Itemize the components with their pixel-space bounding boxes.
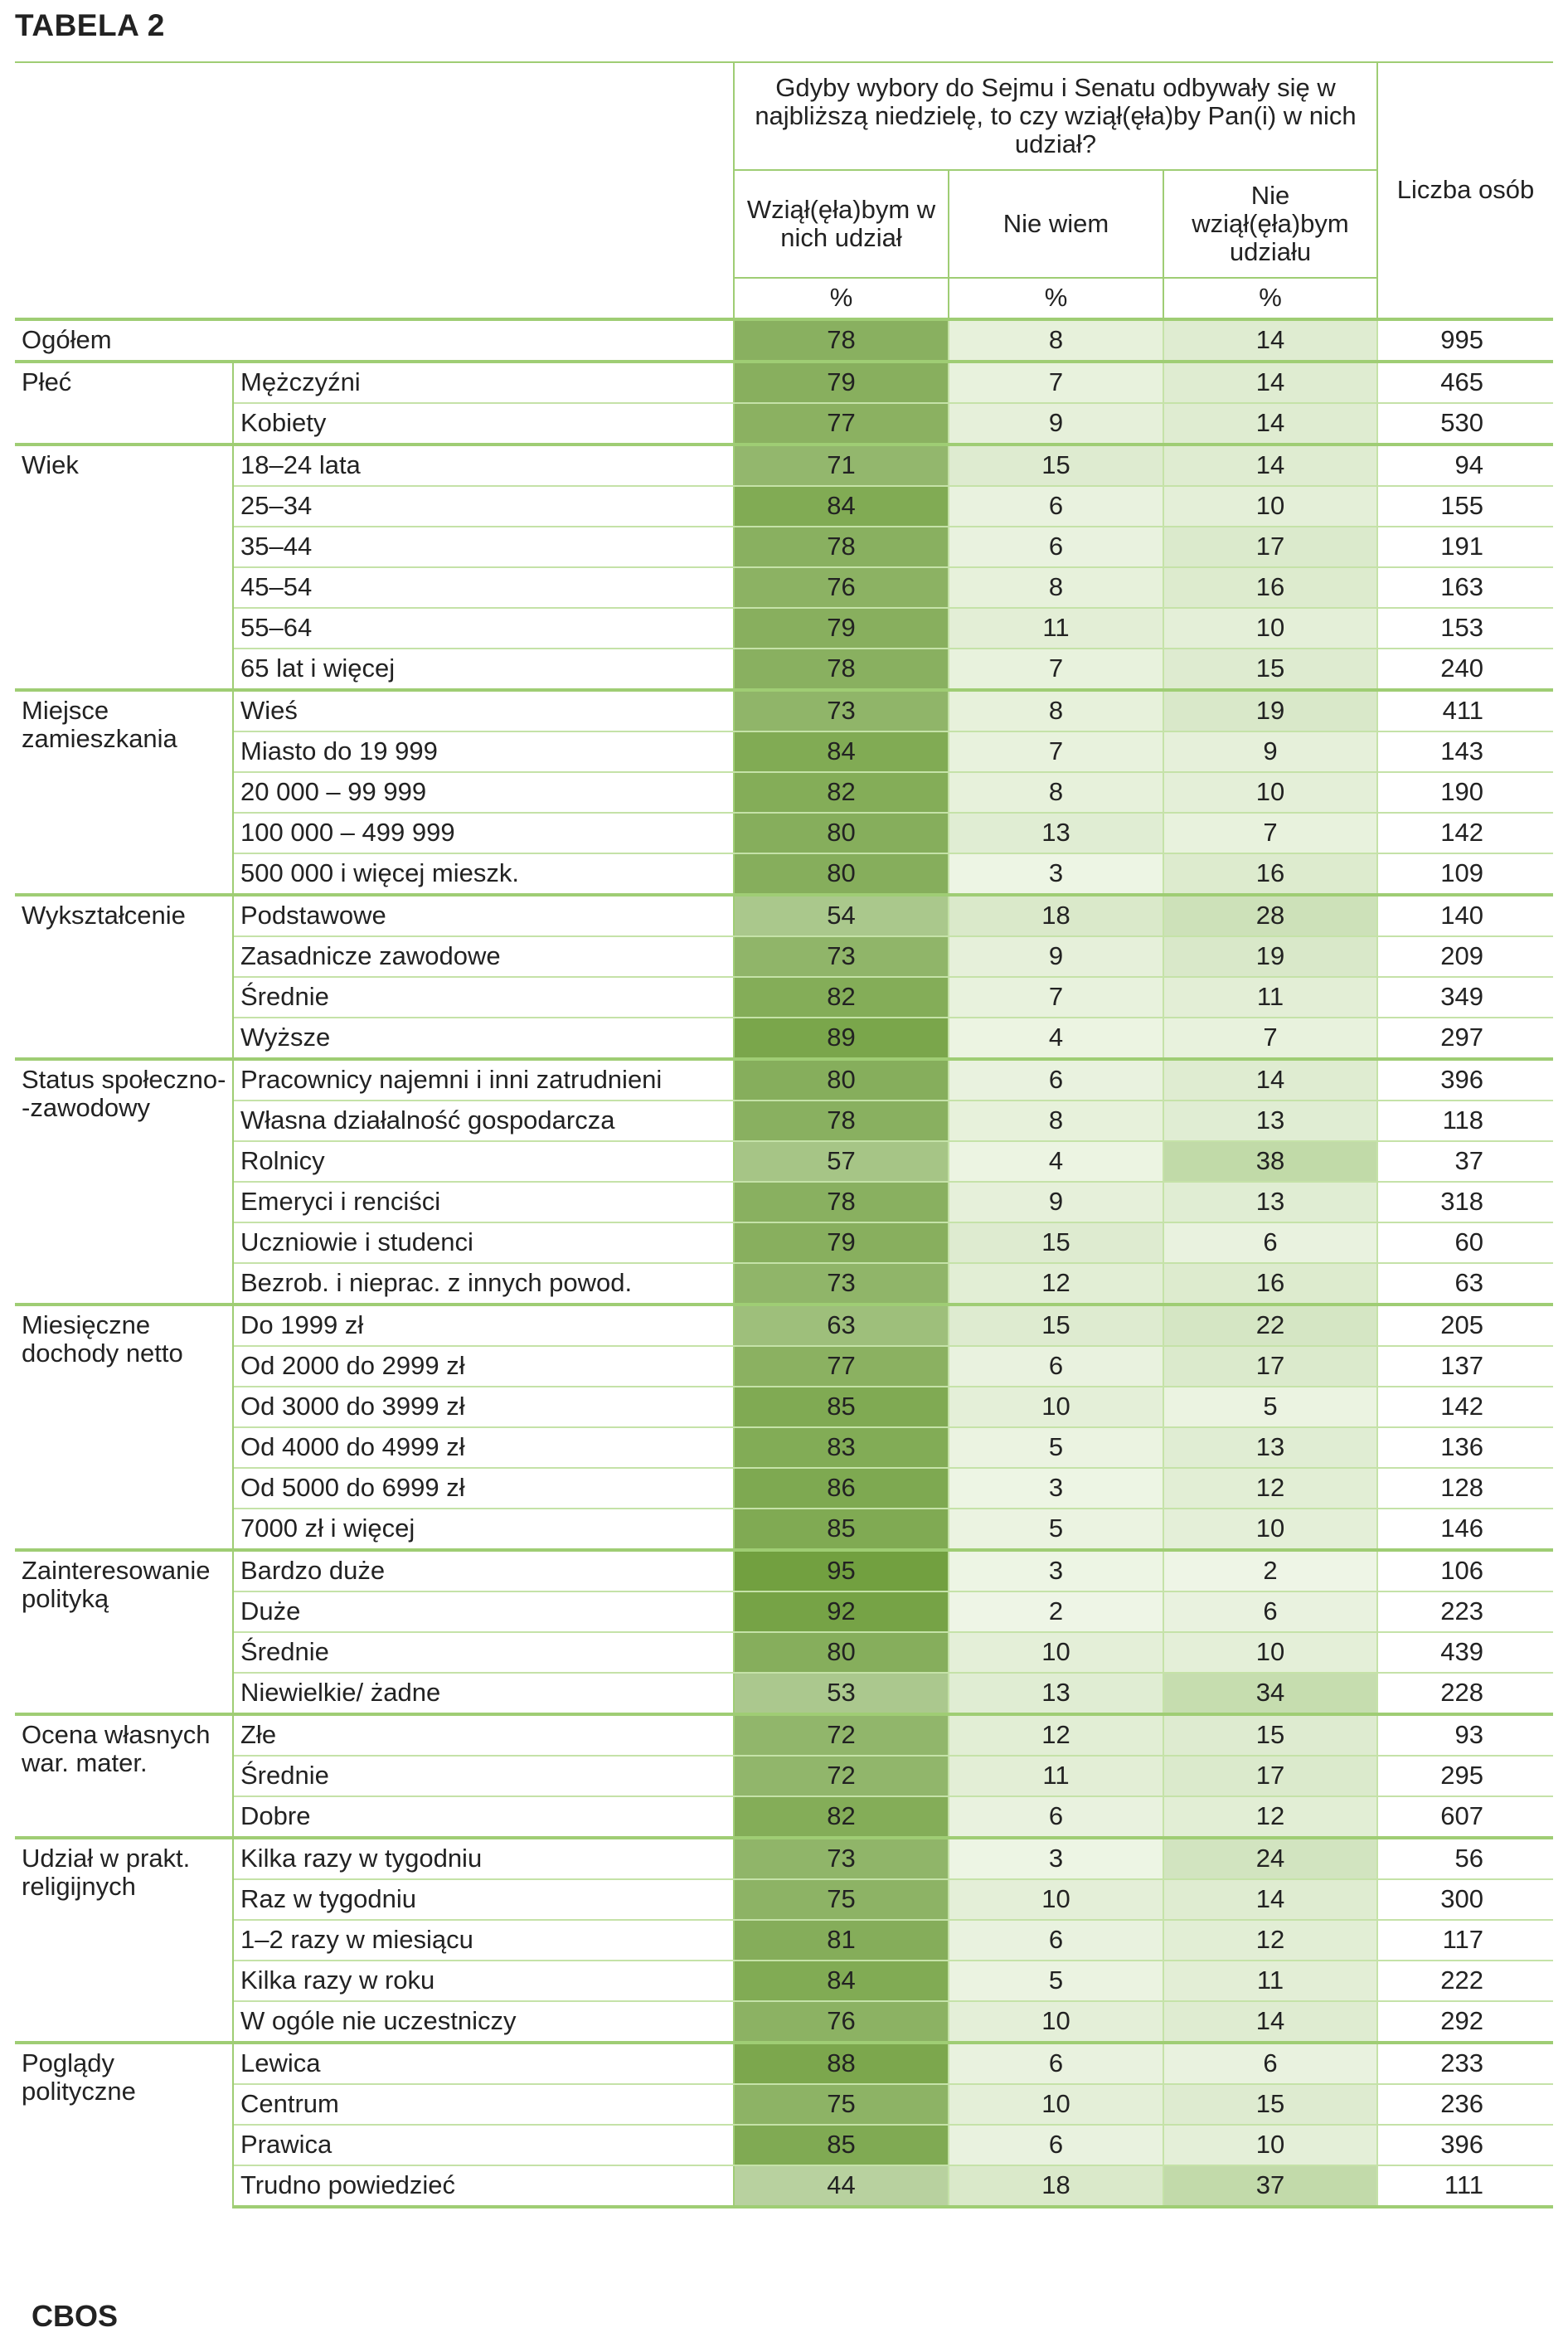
table-row: [15, 567, 1553, 608]
yes-value: 75: [734, 1879, 949, 1920]
table-row: [15, 853, 1553, 895]
count-value: 228: [1377, 1673, 1553, 1714]
row-label: Od 4000 do 4999 zł: [233, 1427, 734, 1468]
table-row: [15, 1468, 1553, 1509]
no-value: 17: [1163, 527, 1377, 567]
yes-value: 57: [734, 1141, 949, 1182]
row-label: 500 000 i więcej mieszk.: [233, 853, 734, 895]
dont-know-value: 8: [949, 567, 1163, 608]
yes-value: 80: [734, 853, 949, 895]
row-label: Złe: [233, 1714, 734, 1756]
yes-value: 75: [734, 2084, 949, 2125]
dont-know-value: 10: [949, 2084, 1163, 2125]
row-label: Podstawowe: [233, 895, 734, 936]
no-value: 10: [1163, 1509, 1377, 1550]
yes-value: 86: [734, 1468, 949, 1509]
group-label: Miejsce zamieszkania: [15, 690, 233, 895]
dont-know-value: 4: [949, 1141, 1163, 1182]
header-blank: [15, 62, 734, 319]
row-label: Własna działalność gospodarcza: [233, 1101, 734, 1141]
row-label: Bezrob. i nieprac. z innych powod.: [233, 1263, 734, 1305]
row-label: Prawica: [233, 2125, 734, 2165]
table-body: [15, 319, 1553, 2207]
group-label: Wiek: [15, 445, 233, 690]
dont-know-value: 10: [949, 1632, 1163, 1673]
dont-know-value: 10: [949, 1387, 1163, 1427]
row-label: Uczniowie i studenci: [233, 1222, 734, 1263]
yes-value: 80: [734, 813, 949, 853]
dont-know-value: 7: [949, 731, 1163, 772]
row-label: Średnie: [233, 977, 734, 1018]
count-value: 236: [1377, 2084, 1553, 2125]
row-label: 100 000 – 499 999: [233, 813, 734, 853]
unit-label: %: [1163, 278, 1377, 319]
count-value: 163: [1377, 567, 1553, 608]
group-label: Płeć: [15, 362, 233, 445]
yes-value: 76: [734, 567, 949, 608]
no-value: 11: [1163, 1961, 1377, 2001]
row-label: 55–64: [233, 608, 734, 649]
dont-know-value: 18: [949, 2165, 1163, 2207]
table-row: [15, 813, 1553, 853]
dont-know-value: 6: [949, 2125, 1163, 2165]
table-row: [15, 403, 1553, 445]
count-value: 155: [1377, 486, 1553, 527]
dont-know-value: 8: [949, 1101, 1163, 1141]
yes-value: 72: [734, 1756, 949, 1796]
dont-know-value: 11: [949, 608, 1163, 649]
table-row: [15, 486, 1553, 527]
yes-value: 63: [734, 1305, 949, 1346]
yes-value: 85: [734, 1387, 949, 1427]
no-value: 16: [1163, 853, 1377, 895]
dont-know-value: 6: [949, 1920, 1163, 1961]
yes-value: 95: [734, 1550, 949, 1591]
dont-know-value: 7: [949, 649, 1163, 690]
dont-know-value: 6: [949, 1796, 1163, 1838]
no-value: 28: [1163, 895, 1377, 936]
row-label: Kilka razy w tygodniu: [233, 1838, 734, 1879]
dont-know-value: 8: [949, 690, 1163, 731]
count-value: 111: [1377, 2165, 1553, 2207]
table-row: [15, 2125, 1553, 2165]
yes-value: 71: [734, 445, 949, 486]
no-value: 37: [1163, 2165, 1377, 2207]
no-value: 10: [1163, 1632, 1377, 1673]
unit-label: %: [734, 278, 949, 319]
yes-value: 77: [734, 403, 949, 445]
dont-know-value: 8: [949, 772, 1163, 813]
count-value: 240: [1377, 649, 1553, 690]
count-value: 136: [1377, 1427, 1553, 1468]
yes-value: 79: [734, 362, 949, 403]
yes-value: 79: [734, 1222, 949, 1263]
row-label: Centrum: [233, 2084, 734, 2125]
yes-value: 73: [734, 690, 949, 731]
yes-value: 78: [734, 1182, 949, 1222]
dont-know-value: 3: [949, 853, 1163, 895]
count-value: 146: [1377, 1509, 1553, 1550]
yes-value: 78: [734, 319, 949, 362]
table-title: TABELA 2: [15, 8, 165, 42]
table-row: [15, 608, 1553, 649]
count-value: 297: [1377, 1018, 1553, 1059]
column-header-yes: Wziął(ęła)bym w nich udział: [734, 170, 949, 278]
table-row: [15, 977, 1553, 1018]
count-value: 223: [1377, 1591, 1553, 1632]
no-value: 22: [1163, 1305, 1377, 1346]
row-label: 20 000 – 99 999: [233, 772, 734, 813]
row-label: Bardzo duże: [233, 1550, 734, 1591]
no-value: 13: [1163, 1182, 1377, 1222]
no-value: 9: [1163, 731, 1377, 772]
yes-value: 84: [734, 731, 949, 772]
dont-know-value: 6: [949, 1346, 1163, 1387]
row-label: Lewica: [233, 2043, 734, 2084]
row-label: Wyższe: [233, 1018, 734, 1059]
row-label: Od 2000 do 2999 zł: [233, 1346, 734, 1387]
table-row: [15, 731, 1553, 772]
table-row: [15, 362, 1553, 403]
yes-value: 53: [734, 1673, 949, 1714]
no-value: 13: [1163, 1427, 1377, 1468]
dont-know-value: 15: [949, 1305, 1163, 1346]
no-value: 11: [1163, 977, 1377, 1018]
count-value: 109: [1377, 853, 1553, 895]
count-value: 142: [1377, 813, 1553, 853]
dont-know-value: 12: [949, 1263, 1163, 1305]
dont-know-value: 5: [949, 1427, 1163, 1468]
no-value: 10: [1163, 608, 1377, 649]
table-row: [15, 1920, 1553, 1961]
no-value: 12: [1163, 1796, 1377, 1838]
row-label: Zasadnicze zawodowe: [233, 936, 734, 977]
dont-know-value: 6: [949, 1059, 1163, 1101]
no-value: 19: [1163, 936, 1377, 977]
row-label: 25–34: [233, 486, 734, 527]
count-value: 191: [1377, 527, 1553, 567]
table-row: [15, 1182, 1553, 1222]
count-value: 63: [1377, 1263, 1553, 1305]
yes-value: 85: [734, 1509, 949, 1550]
row-label: 65 lat i więcej: [233, 649, 734, 690]
yes-value: 78: [734, 527, 949, 567]
count-value: 995: [1377, 319, 1553, 362]
no-value: 38: [1163, 1141, 1377, 1182]
count-value: 396: [1377, 2125, 1553, 2165]
dont-know-value: 9: [949, 403, 1163, 445]
table-row: [15, 445, 1553, 486]
table-row: [15, 2165, 1553, 2207]
dont-know-value: 10: [949, 1879, 1163, 1920]
dont-know-value: 6: [949, 486, 1163, 527]
count-value: 222: [1377, 1961, 1553, 2001]
row-label: Dobre: [233, 1796, 734, 1838]
no-value: 14: [1163, 403, 1377, 445]
row-label: Niewielkie/ żadne: [233, 1673, 734, 1714]
dont-know-value: 11: [949, 1756, 1163, 1796]
row-label: Kilka razy w roku: [233, 1961, 734, 2001]
overall-row: [15, 319, 1553, 362]
row-label: Kobiety: [233, 403, 734, 445]
no-value: 15: [1163, 2084, 1377, 2125]
table-row: [15, 1961, 1553, 2001]
table-row: [15, 936, 1553, 977]
count-value: 209: [1377, 936, 1553, 977]
no-value: 34: [1163, 1673, 1377, 1714]
yes-value: 84: [734, 1961, 949, 2001]
dont-know-value: 7: [949, 362, 1163, 403]
group-label: Status społeczno--zawodowy: [15, 1059, 233, 1305]
count-value: 190: [1377, 772, 1553, 813]
no-value: 15: [1163, 649, 1377, 690]
table-row: [15, 1387, 1553, 1427]
yes-value: 80: [734, 1059, 949, 1101]
dont-know-value: 13: [949, 813, 1163, 853]
yes-value: 80: [734, 1632, 949, 1673]
yes-value: 82: [734, 772, 949, 813]
count-value: 233: [1377, 2043, 1553, 2084]
yes-value: 79: [734, 608, 949, 649]
no-value: 17: [1163, 1346, 1377, 1387]
count-value: 349: [1377, 977, 1553, 1018]
dont-know-value: 7: [949, 977, 1163, 1018]
no-value: 10: [1163, 2125, 1377, 2165]
yes-value: 72: [734, 1714, 949, 1756]
row-label: W ogóle nie uczestniczy: [233, 2001, 734, 2043]
dont-know-value: 4: [949, 1018, 1163, 1059]
yes-value: 73: [734, 936, 949, 977]
dont-know-value: 10: [949, 2001, 1163, 2043]
no-value: 14: [1163, 319, 1377, 362]
table-row: [15, 1673, 1553, 1714]
row-label: 1–2 razy w miesiącu: [233, 1920, 734, 1961]
count-value: 128: [1377, 1468, 1553, 1509]
count-value: 439: [1377, 1632, 1553, 1673]
yes-value: 85: [734, 2125, 949, 2165]
count-value: 607: [1377, 1796, 1553, 1838]
table-row: [15, 1714, 1553, 1756]
no-value: 12: [1163, 1468, 1377, 1509]
table-row: [15, 1263, 1553, 1305]
row-label: 45–54: [233, 567, 734, 608]
group-label: Udział w prakt. religijnych: [15, 1838, 233, 2043]
table-row: [15, 1222, 1553, 1263]
no-value: 16: [1163, 1263, 1377, 1305]
count-value: 153: [1377, 608, 1553, 649]
row-label: Wieś: [233, 690, 734, 731]
table-row: [15, 1346, 1553, 1387]
count-value: 205: [1377, 1305, 1553, 1346]
row-label: Średnie: [233, 1632, 734, 1673]
count-value: 140: [1377, 895, 1553, 936]
no-value: 19: [1163, 690, 1377, 731]
no-value: 14: [1163, 445, 1377, 486]
yes-value: 82: [734, 1796, 949, 1838]
no-value: 7: [1163, 1018, 1377, 1059]
row-label: Od 3000 do 3999 zł: [233, 1387, 734, 1427]
row-label: Emeryci i renciści: [233, 1182, 734, 1222]
count-value: 295: [1377, 1756, 1553, 1796]
count-value: 94: [1377, 445, 1553, 486]
table-row: [15, 527, 1553, 567]
dont-know-value: 5: [949, 1961, 1163, 2001]
row-label: Średnie: [233, 1756, 734, 1796]
no-value: 10: [1163, 486, 1377, 527]
yes-value: 76: [734, 2001, 949, 2043]
group-label: Miesięczne dochody netto: [15, 1305, 233, 1550]
row-label: Do 1999 zł: [233, 1305, 734, 1346]
no-value: 6: [1163, 2043, 1377, 2084]
yes-value: 82: [734, 977, 949, 1018]
no-value: 13: [1163, 1101, 1377, 1141]
no-value: 16: [1163, 567, 1377, 608]
row-label: 35–44: [233, 527, 734, 567]
row-label: Raz w tygodniu: [233, 1879, 734, 1920]
yes-value: 78: [734, 1101, 949, 1141]
table-row: [15, 1591, 1553, 1632]
yes-value: 81: [734, 1920, 949, 1961]
row-label: Pracownicy najemni i inni zatrudnieni: [233, 1059, 734, 1101]
count-value: 292: [1377, 2001, 1553, 2043]
no-value: 10: [1163, 772, 1377, 813]
count-value: 300: [1377, 1879, 1553, 1920]
yes-value: 77: [734, 1346, 949, 1387]
row-label: Od 5000 do 6999 zł: [233, 1468, 734, 1509]
table-row: [15, 895, 1553, 936]
row-label: 18–24 lata: [233, 445, 734, 486]
table-row: [15, 1141, 1553, 1182]
dont-know-value: 9: [949, 1182, 1163, 1222]
no-value: 6: [1163, 1591, 1377, 1632]
yes-value: 54: [734, 895, 949, 936]
group-label: Poglądy polityczne: [15, 2043, 233, 2207]
table-row: [15, 772, 1553, 813]
column-header-dont-know: Nie wiem: [949, 170, 1163, 278]
no-value: 6: [1163, 1222, 1377, 1263]
group-label: Ocena własnych war. mater.: [15, 1714, 233, 1838]
no-value: 14: [1163, 1059, 1377, 1101]
dont-know-value: 15: [949, 1222, 1163, 1263]
dont-know-value: 5: [949, 1509, 1163, 1550]
dont-know-value: 6: [949, 527, 1163, 567]
yes-value: 73: [734, 1838, 949, 1879]
count-value: 60: [1377, 1222, 1553, 1263]
dont-know-value: 2: [949, 1591, 1163, 1632]
table-row: [15, 1427, 1553, 1468]
no-value: 14: [1163, 2001, 1377, 2043]
no-value: 7: [1163, 813, 1377, 853]
yes-value: 78: [734, 649, 949, 690]
dont-know-value: 3: [949, 1468, 1163, 1509]
table-row: [15, 1838, 1553, 1879]
table-row: [15, 2001, 1553, 2043]
table-row: [15, 1018, 1553, 1059]
yes-value: 92: [734, 1591, 949, 1632]
row-label: Duże: [233, 1591, 734, 1632]
count-header: Liczba osób: [1377, 62, 1553, 319]
count-value: 137: [1377, 1346, 1553, 1387]
question-header: Gdyby wybory do Sejmu i Senatu odbywały się w najbliższą niedzielę, to czy wziął(ęła)by Pan(i) w nich udział?: [734, 62, 1377, 170]
row-label: Mężczyźni: [233, 362, 734, 403]
no-value: 12: [1163, 1920, 1377, 1961]
count-value: 396: [1377, 1059, 1553, 1101]
no-value: 5: [1163, 1387, 1377, 1427]
yes-value: 88: [734, 2043, 949, 2084]
count-value: 106: [1377, 1550, 1553, 1591]
count-value: 411: [1377, 690, 1553, 731]
source-label: CBOS: [32, 2299, 119, 2333]
count-value: 37: [1377, 1141, 1553, 1182]
yes-value: 73: [734, 1263, 949, 1305]
table-row: [15, 2084, 1553, 2125]
unit-label: %: [949, 278, 1163, 319]
count-value: 117: [1377, 1920, 1553, 1961]
survey-table: [15, 61, 1553, 2209]
dont-know-value: 8: [949, 319, 1163, 362]
table-row: [15, 1756, 1553, 1796]
table-row: [15, 2043, 1553, 2084]
group-label: Zainteresowanie polityką: [15, 1550, 233, 1714]
table-row: [15, 649, 1553, 690]
no-value: 24: [1163, 1838, 1377, 1879]
table-row: [15, 1059, 1553, 1101]
row-label: Trudno powiedzieć: [233, 2165, 734, 2207]
table-row: [15, 1796, 1553, 1838]
overall-label: Ogółem: [15, 319, 734, 362]
table-row: [15, 690, 1553, 731]
dont-know-value: 9: [949, 936, 1163, 977]
yes-value: 89: [734, 1018, 949, 1059]
no-value: 2: [1163, 1550, 1377, 1591]
table-row: [15, 1550, 1553, 1591]
dont-know-value: 3: [949, 1550, 1163, 1591]
count-value: 142: [1377, 1387, 1553, 1427]
column-header-no: Nie wziął(ęła)bym udziału: [1163, 170, 1377, 278]
yes-value: 83: [734, 1427, 949, 1468]
table-row: [15, 1879, 1553, 1920]
row-label: Miasto do 19 999: [233, 731, 734, 772]
count-value: 318: [1377, 1182, 1553, 1222]
group-label: Wykształcenie: [15, 895, 233, 1059]
no-value: 15: [1163, 1714, 1377, 1756]
count-value: 465: [1377, 362, 1553, 403]
count-value: 143: [1377, 731, 1553, 772]
dont-know-value: 13: [949, 1673, 1163, 1714]
row-label: 7000 zł i więcej: [233, 1509, 734, 1550]
table-row: [15, 1632, 1553, 1673]
table-row: [15, 1305, 1553, 1346]
dont-know-value: 12: [949, 1714, 1163, 1756]
count-value: 93: [1377, 1714, 1553, 1756]
yes-value: 44: [734, 2165, 949, 2207]
count-value: 118: [1377, 1101, 1553, 1141]
dont-know-value: 3: [949, 1838, 1163, 1879]
yes-value: 84: [734, 486, 949, 527]
dont-know-value: 6: [949, 2043, 1163, 2084]
count-value: 56: [1377, 1838, 1553, 1879]
no-value: 14: [1163, 362, 1377, 403]
table-row: [15, 1509, 1553, 1550]
row-label: Rolnicy: [233, 1141, 734, 1182]
count-value: 530: [1377, 403, 1553, 445]
no-value: 14: [1163, 1879, 1377, 1920]
dont-know-value: 18: [949, 895, 1163, 936]
no-value: 17: [1163, 1756, 1377, 1796]
table-row: [15, 1101, 1553, 1141]
dont-know-value: 15: [949, 445, 1163, 486]
